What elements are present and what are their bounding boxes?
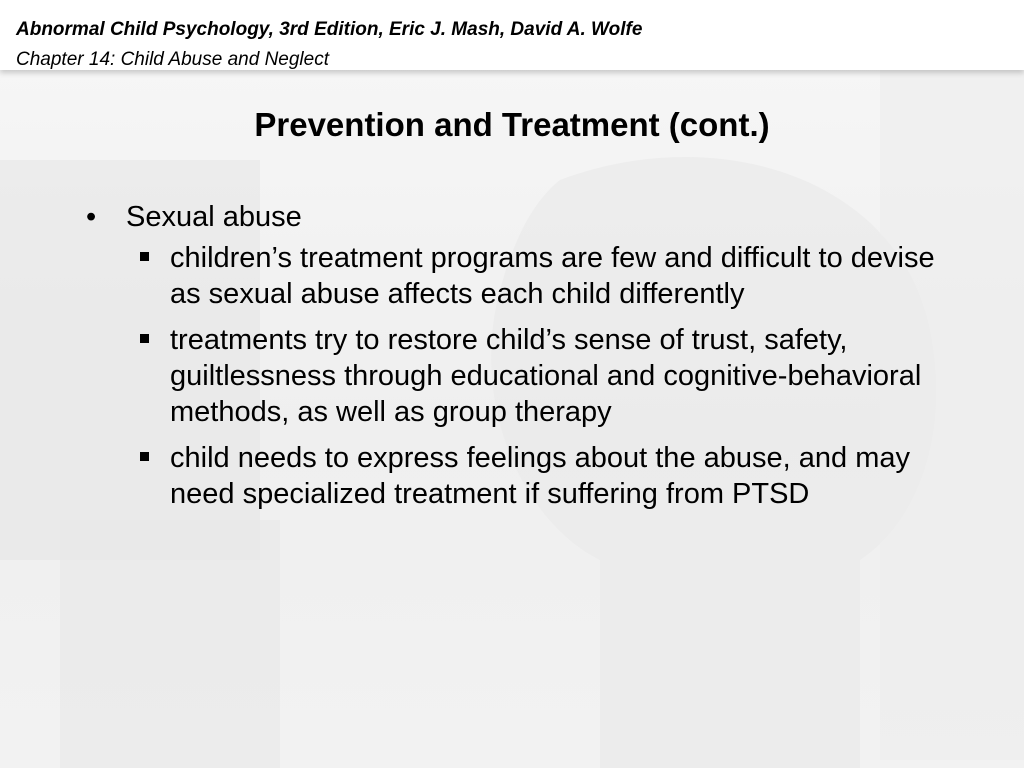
- sub-bullet-text: treatments try to restore child’s sense of trust, safety, guiltlessness through educational and cognitive-behavioral methods, as well as group therapy: [170, 324, 922, 428]
- sub-bullet-item: [86, 440, 946, 512]
- square-bullet-icon: [140, 252, 149, 261]
- bullet-text: Sexual abuse: [126, 201, 302, 233]
- sub-bullet-list: [86, 240, 946, 512]
- sub-bullet-text: children’s treatment programs are few and difficult to devise as sexual abuse affects each child differently: [170, 242, 935, 310]
- square-bullet-icon: [140, 334, 149, 343]
- slide-header: [0, 0, 1024, 70]
- sub-bullet-item: [86, 322, 946, 430]
- slide-body: [86, 198, 946, 522]
- book-title: Abnormal Child Psychology, 3rd Edition, Eric J. Mash, David A. Wolfe: [16, 19, 643, 40]
- square-bullet-icon: [140, 452, 149, 461]
- chapter-title: Chapter 14: Child Abuse and Neglect: [16, 49, 329, 70]
- sub-bullet-item: [86, 240, 946, 312]
- sub-bullet-text: child needs to express feelings about the abuse, and may need specialized treatment if suffering from PTSD: [170, 442, 910, 510]
- bullet-dot-icon: •: [86, 201, 97, 233]
- bullet-sexual-abuse: [86, 198, 946, 236]
- slide-title: Prevention and Treatment (cont.): [254, 106, 770, 143]
